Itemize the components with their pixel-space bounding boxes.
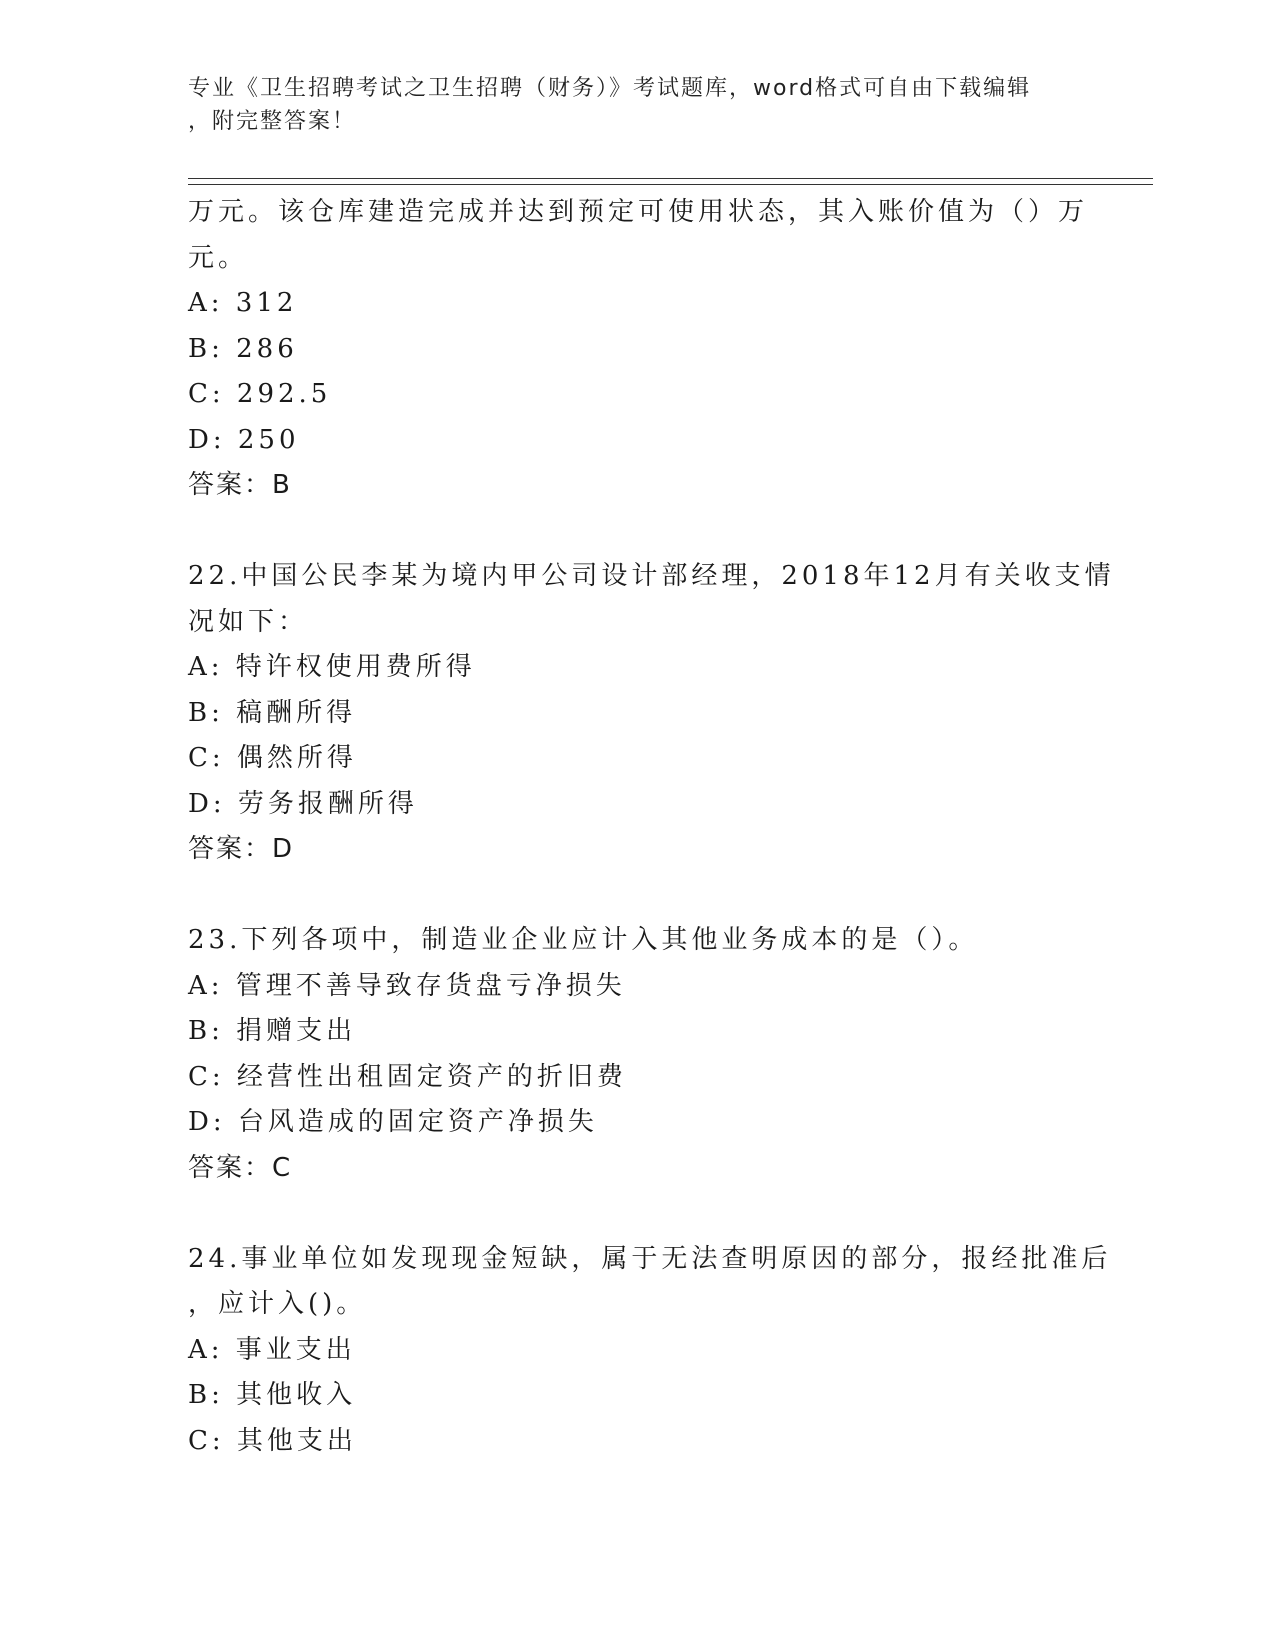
option-a: A: 管理不善导致存货盘亏净损失 (188, 970, 626, 1001)
question-24 (188, 1237, 1112, 1465)
option-b: B: 其他收入 (188, 1380, 357, 1410)
question-stem-line: ，应计入()。 (188, 1289, 367, 1319)
option-d: D: 250 (188, 424, 300, 455)
header-line-1: 专业《卫生招聘考试之卫生招聘（财务）》考试题库，word格式可自由下载编辑 (188, 76, 1032, 101)
option-a: A: 事业支出 (188, 1334, 356, 1365)
spacer (188, 509, 1088, 555)
question-list (188, 190, 1115, 1464)
answer-line: 答案：B (188, 470, 292, 500)
option-d: D: 台风造成的固定资产净损失 (188, 1107, 598, 1137)
option-a: A: 312 (188, 288, 298, 318)
option-b: B: 稿酬所得 (188, 697, 357, 728)
question-23 (188, 918, 1088, 1191)
option-b: B: 286 (188, 333, 298, 364)
option-c: C: 偶然所得 (188, 743, 357, 773)
header-line-2: ，附完整答案！ (188, 109, 357, 134)
option-c: C: 其他支出 (188, 1425, 357, 1456)
option-a: A: 特许权使用费所得 (188, 652, 476, 682)
question-stem-line: 22.中国公民李某为境内甲公司设计部经理，2018年12月有关收支情 (188, 561, 1115, 591)
question-22 (188, 554, 1115, 873)
question-stem-line: 24.事业单位如发现现金短缺，属于无法查明原因的部分，报经批准后 (188, 1243, 1112, 1274)
answer-line: 答案：D (188, 834, 295, 864)
question-stem-line: 23.下列各项中，制造业企业应计入其他业务成本的是（）。 (188, 925, 979, 955)
spacer (188, 1191, 1088, 1237)
option-c: C: 292.5 (188, 379, 332, 409)
question-stem-line: 万元。该仓库建造完成并达到预定可使用状态，其入账价值为（）万 (188, 197, 1089, 227)
answer-line: 答案：C (188, 1152, 293, 1183)
option-c: C: 经营性出租固定资产的折旧费 (188, 1061, 627, 1092)
question-stem-line: 元。 (188, 242, 249, 273)
option-b: B: 捐赠支出 (188, 1016, 357, 1046)
question-stem-line: 况如下： (188, 606, 309, 637)
question-21 (188, 190, 1088, 509)
page-header (188, 72, 1088, 138)
header-divider-bottom (188, 184, 1153, 185)
spacer (188, 873, 1088, 919)
header-divider-top (188, 178, 1153, 179)
option-d: D: 劳务报酬所得 (188, 788, 418, 819)
